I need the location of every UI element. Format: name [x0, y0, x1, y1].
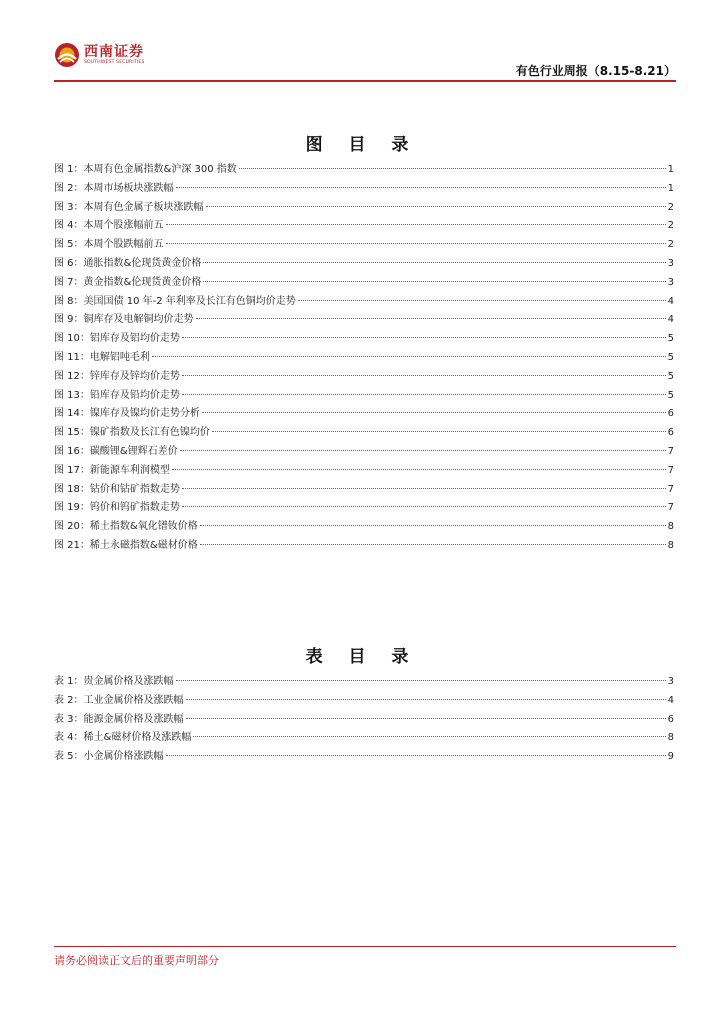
- toc-page-number: 8: [667, 521, 674, 533]
- toc-page-number: 6: [667, 713, 674, 725]
- toc-dot-leader: [298, 300, 666, 301]
- toc-dot-leader: [203, 262, 665, 263]
- figures-toc-title: 图 目 录: [305, 135, 419, 155]
- toc-dot-leader: [152, 356, 666, 357]
- toc-dot-leader: [203, 281, 665, 282]
- toc-entry-label: 表 1：贵金属价格及涨跌幅: [54, 676, 174, 687]
- toc-page-number: 2: [667, 201, 674, 213]
- toc-entry-label: 图 14：镍库存及镍均价走势分析: [54, 408, 200, 420]
- toc-entry-label: 图 4：本周个股涨幅前五: [54, 220, 164, 232]
- toc-dot-leader: [182, 337, 666, 338]
- figure-toc-entry[interactable]: [54, 461, 674, 480]
- toc-page-number: 7: [667, 464, 674, 476]
- figure-toc-entry[interactable]: [54, 179, 674, 198]
- figure-toc-entry[interactable]: [54, 329, 674, 348]
- toc-entry-label: 图 8：美国国债 10 年-2 年利率及长江有色铜均价走势: [54, 295, 296, 307]
- toc-entry-label: 图 5：本周个股跌幅前五: [54, 239, 164, 251]
- toc-entry-label: 图 17：新能源车利润模型: [54, 464, 170, 476]
- toc-page-number: 3: [667, 276, 674, 288]
- figure-toc-entry[interactable]: [54, 235, 674, 254]
- toc-dot-leader: [206, 206, 666, 207]
- toc-page-number: 8: [667, 539, 674, 551]
- toc-dot-leader: [196, 318, 666, 319]
- toc-page-number: 3: [667, 257, 674, 269]
- toc-entry-label: 图 10：铝库存及铝均价走势: [54, 333, 180, 345]
- toc-entry-label: 图 13：铅库存及铅均价走势: [54, 389, 180, 401]
- toc-page-number: 5: [667, 351, 674, 363]
- figure-toc-entry[interactable]: [54, 386, 674, 405]
- figure-toc-entry[interactable]: [54, 423, 674, 442]
- table-toc-entry[interactable]: [54, 672, 674, 691]
- disclaimer-note: 请务必阅读正文后的重要声明部分: [54, 954, 219, 967]
- toc-entry-label: 图 19：钨价和钨矿指数走势: [54, 502, 180, 514]
- toc-page-number: 1: [667, 182, 674, 194]
- toc-dot-leader: [182, 375, 666, 376]
- figure-toc-entry[interactable]: [54, 480, 674, 499]
- toc-page-number: 5: [667, 389, 674, 401]
- toc-dot-leader: [193, 736, 665, 737]
- table-toc-entry[interactable]: [54, 747, 674, 766]
- toc-dot-leader: [202, 412, 666, 413]
- toc-entry-label: 图 2：本周市场板块涨跌幅: [54, 182, 174, 194]
- footer-divider: [54, 946, 676, 947]
- figures-toc-list: [54, 160, 674, 555]
- figure-toc-entry[interactable]: [54, 273, 674, 292]
- tables-toc-title: 表 目 录: [305, 647, 419, 667]
- logo-emblem-icon: [54, 42, 80, 68]
- figure-toc-entry[interactable]: [54, 536, 674, 555]
- logo-english-name: SOUTHWEST SECURITIES: [84, 60, 145, 65]
- toc-dot-leader: [166, 224, 666, 225]
- toc-page-number: 8: [667, 732, 674, 744]
- toc-entry-label: 图 3：本周有色金属子板块涨跌幅: [54, 201, 204, 213]
- toc-page-number: 4: [667, 295, 674, 307]
- toc-dot-leader: [172, 469, 666, 470]
- toc-page-number: 4: [667, 314, 674, 326]
- page-header: [54, 40, 676, 82]
- toc-entry-label: 表 2：工业金属价格及涨跌幅: [54, 694, 184, 706]
- toc-entry-label: 图 18：钴价和钴矿指数走势: [54, 483, 180, 495]
- logo-chinese-name: 西南证券: [84, 44, 144, 60]
- tables-toc-list: [54, 672, 674, 766]
- figure-toc-entry[interactable]: [54, 292, 674, 311]
- toc-page-number: 3: [667, 676, 674, 687]
- figure-toc-entry[interactable]: [54, 254, 674, 273]
- figure-toc-entry[interactable]: [54, 348, 674, 367]
- toc-entry-label: 图 12：锌库存及锌均价走势: [54, 370, 180, 382]
- toc-dot-leader: [166, 755, 666, 756]
- toc-dot-leader: [186, 699, 666, 700]
- figure-toc-entry[interactable]: [54, 160, 674, 179]
- table-toc-entry[interactable]: [54, 710, 674, 729]
- toc-entry-label: 表 4：稀土&磁材价格及涨跌幅: [54, 732, 192, 744]
- toc-page-number: 2: [667, 220, 674, 232]
- toc-entry-label: 表 3：能源金属价格及涨跌幅: [54, 713, 184, 725]
- toc-page-number: 5: [667, 370, 674, 382]
- toc-page-number: 4: [667, 694, 674, 706]
- toc-dot-leader: [212, 431, 666, 432]
- toc-page-number: 6: [667, 427, 674, 439]
- figure-toc-entry[interactable]: [54, 517, 674, 536]
- toc-entry-label: 图 15：镍矿指数及长江有色镍均价: [54, 427, 210, 439]
- toc-page-number: 5: [667, 333, 674, 345]
- toc-entry-label: 图 20：稀土指数&氧化镨钕价格: [54, 521, 198, 533]
- toc-dot-leader: [200, 544, 666, 545]
- figure-toc-entry[interactable]: [54, 442, 674, 461]
- toc-dot-leader: [180, 450, 666, 451]
- figure-toc-entry[interactable]: [54, 498, 674, 517]
- toc-page-number: 2: [667, 239, 674, 251]
- report-title: 有色行业周报（8.15-8.21）: [515, 64, 676, 78]
- figure-toc-entry[interactable]: [54, 216, 674, 235]
- toc-entry-label: 图 9：铜库存及电解铜均价走势: [54, 314, 194, 326]
- toc-dot-leader: [182, 394, 666, 395]
- table-toc-entry[interactable]: [54, 728, 674, 747]
- toc-entry-label: 图 1：本周有色金属指数&沪深 300 指数: [54, 164, 237, 175]
- toc-dot-leader: [182, 488, 666, 489]
- figure-toc-entry[interactable]: [54, 310, 674, 329]
- toc-page-number: 7: [667, 483, 674, 495]
- company-logo: [54, 42, 145, 68]
- toc-entry-label: 图 6：通胀指数&伦现货黄金价格: [54, 257, 202, 269]
- toc-entry-label: 图 16：碳酸锂&锂辉石差价: [54, 445, 178, 457]
- toc-dot-leader: [239, 168, 666, 169]
- header-divider: [54, 80, 676, 82]
- toc-page-number: 1: [667, 164, 674, 175]
- toc-page-number: 7: [667, 502, 674, 514]
- toc-page-number: 7: [667, 445, 674, 457]
- toc-dot-leader: [182, 506, 666, 507]
- toc-dot-leader: [166, 243, 666, 244]
- toc-entry-label: 图 11：电解铝吨毛利: [54, 351, 150, 363]
- toc-entry-label: 图 21：稀土永磁指数&磁材价格: [54, 539, 198, 551]
- toc-dot-leader: [200, 525, 666, 526]
- toc-dot-leader: [176, 680, 666, 681]
- toc-dot-leader: [186, 718, 666, 719]
- toc-page-number: 6: [667, 408, 674, 420]
- toc-dot-leader: [176, 187, 666, 188]
- table-toc-entry[interactable]: [54, 691, 674, 710]
- figure-toc-entry[interactable]: [54, 198, 674, 217]
- figure-toc-entry[interactable]: [54, 404, 674, 423]
- toc-page-number: 9: [667, 751, 674, 763]
- toc-entry-label: 图 7：黄金指数&伦现货黄金价格: [54, 276, 202, 288]
- figure-toc-entry[interactable]: [54, 367, 674, 386]
- toc-entry-label: 表 5：小金属价格涨跌幅: [54, 751, 164, 763]
